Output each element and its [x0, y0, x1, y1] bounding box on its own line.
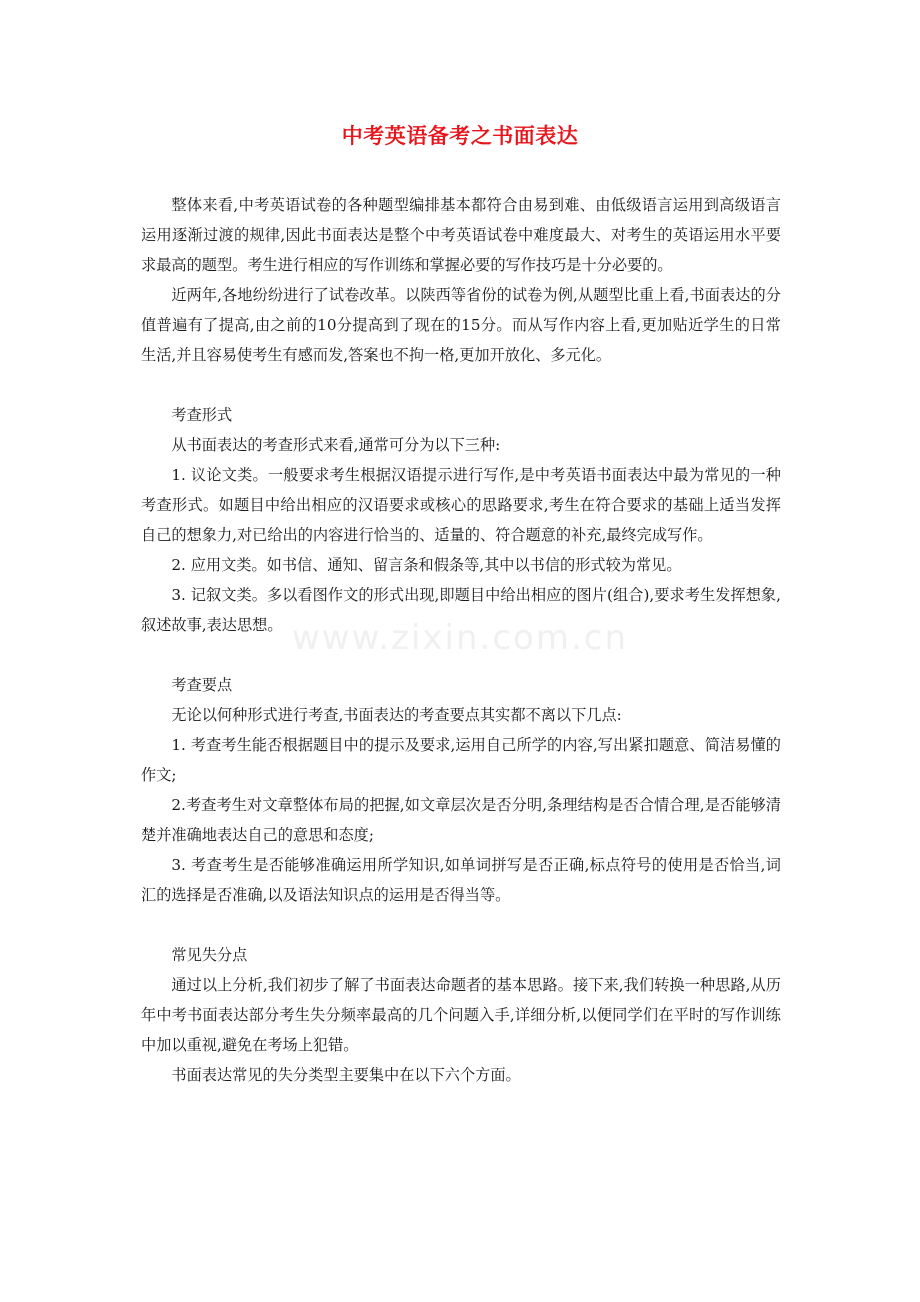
section-heading: 常见失分点: [171, 946, 248, 964]
watermark-text: www.zixin.com.cn: [292, 618, 628, 658]
body-paragraph: 通过以上分析,我们初步了解了书面表达命题者的基本思路。接下来,我们转换一种思路,从历年中考书面表达部分考生失分频率最高的几个问题入手,详细分析,以便同学们在平时的写作训练中加以重视,避免在考场上犯错。: [141, 976, 781, 1054]
section-heading: 考查形式: [171, 406, 233, 424]
body-paragraph: 2. 应用文类。如书信、通知、留言条和假条等,其中以书信的形式较为常见。: [171, 556, 682, 574]
section-heading: 考查要点: [171, 676, 233, 694]
body-paragraph: 近两年,各地纷纷进行了试卷改革。以陕西等省份的试卷为例,从题型比重上看,书面表达的分值普遍有了提高,由之前的10分提高到了现在的15分。而从写作内容上看,更加贴近学生的日常生活,并且容易使考生有感而发,答案也不拘一格,更加开放化、多元化。: [141, 286, 781, 364]
body-paragraph: 书面表达常见的失分类型主要集中在以下六个方面。: [171, 1066, 521, 1084]
body-paragraph: 1. 议论文类。一般要求考生根据汉语提示进行写作,是中考英语书面表达中最为常见的一种考查形式。如题目中给出相应的汉语要求或核心的思路要求,考生在符合要求的基础上适当发挥自己的想象力,对已给出的内容进行恰当的、适量的、符合题意的补充,最终完成写作。: [141, 466, 781, 544]
body-paragraph: 从书面表达的考查形式来看,通常可分为以下三种:: [171, 436, 501, 454]
body-paragraph: 3. 考查考生是否能够准确运用所学知识,如单词拼写是否正确,标点符号的使用是否恰当,词汇的选择是否准确,以及语法知识点的运用是否得当等。: [141, 856, 781, 904]
body-paragraph: 1. 考查考生能否根据题目中的提示及要求,运用自己所学的内容,写出紧扣题意、简洁易懂的作文;: [141, 736, 781, 784]
body-paragraph: 2.考查考生对文章整体布局的把握,如文章层次是否分明,条理结构是否合情合理,是否能够清楚并准确地表达自己的意思和态度;: [141, 796, 781, 844]
body-paragraph: 3. 记叙文类。多以看图作文的形式出现,即题目中给出相应的图片(组合),要求考生发挥想象,叙述故事,表达思想。: [141, 586, 781, 634]
body-paragraph: 无论以何种形式进行考查,书面表达的考查要点其实都不离以下几点:: [171, 706, 622, 724]
body-paragraph: 整体来看,中考英语试卷的各种题型编排基本都符合由易到难、由低级语言运用到高级语言运用逐渐过渡的规律,因此书面表达是整个中考英语试卷中难度最大、对考生的英语运用水平要求最高的题型。考生进行相应的写作训练和掌握必要的写作技巧是十分必要的。: [141, 196, 781, 274]
document-body: [141, 190, 781, 1090]
document-title: 中考英语备考之书面表达: [341, 124, 579, 148]
